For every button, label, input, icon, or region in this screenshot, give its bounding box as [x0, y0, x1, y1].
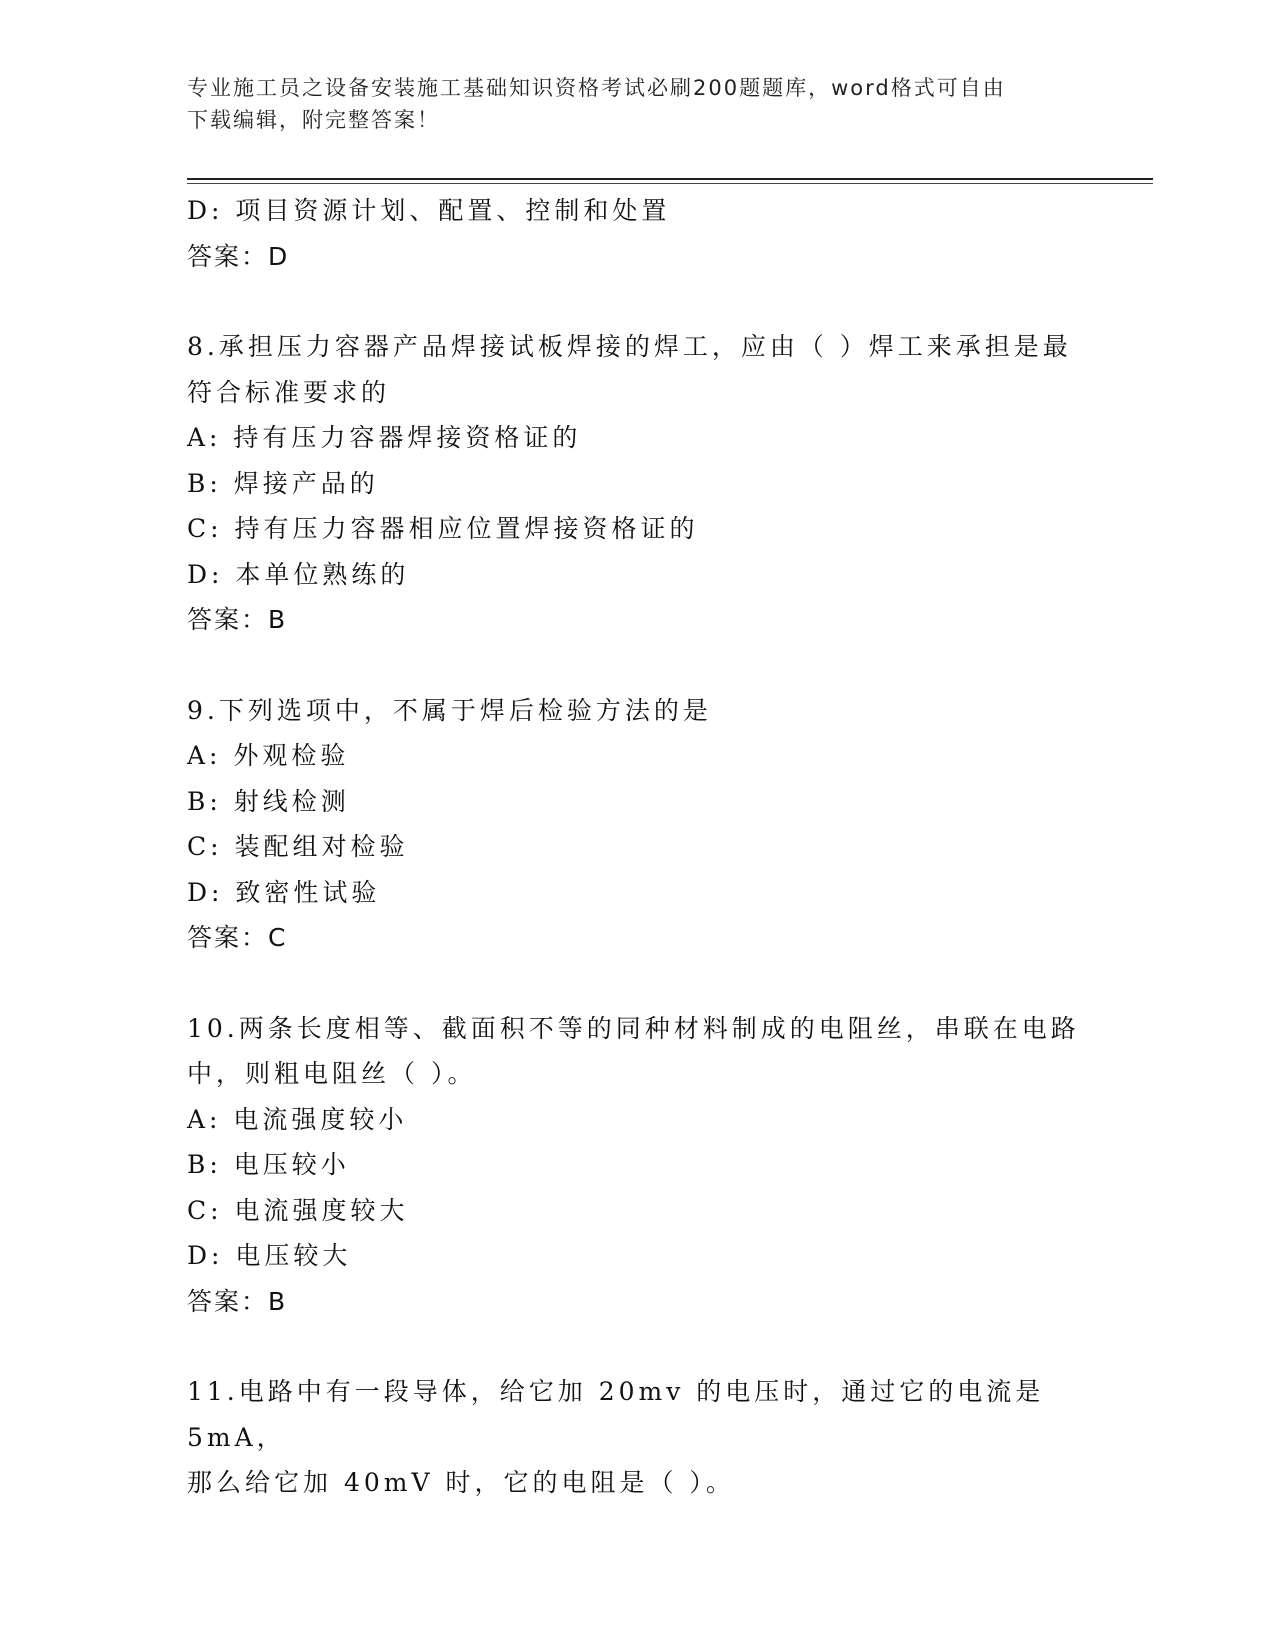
- question-9: [187, 688, 1087, 961]
- header-rule-thin: [187, 183, 1153, 184]
- question-8-answer: 答案：B: [187, 605, 288, 634]
- question-9-option-a: A: 外观检验: [187, 741, 350, 770]
- question-11-stem-line-1: 11.电路中有一段导体，给它加 20mv 的电压时，通过它的电流是 5mA，: [187, 1377, 1045, 1452]
- question-9-option-c: C: 装配组对检验: [187, 832, 409, 861]
- question-10-option-c: C: 电流强度较大: [187, 1195, 409, 1225]
- question-9-option-b: B: 射线检测: [187, 786, 350, 816]
- question-8-option-b: B: 焊接产品的: [187, 468, 379, 498]
- question-10-option-a: A: 电流强度较小: [187, 1104, 408, 1134]
- question-8-option-a: A: 持有压力容器焊接资格证的: [187, 423, 582, 452]
- prev-option-d: D: 项目资源计划、配置、控制和处置: [187, 196, 671, 225]
- question-11-stem-line-2: 那么给它加 40mV 时，它的电阻是（ ）。: [187, 1468, 735, 1497]
- header-line-2: 下载编辑，附完整答案！: [187, 108, 440, 132]
- question-content: [187, 188, 1087, 1506]
- header-rule-thick: [187, 178, 1153, 180]
- question-10-option-d: D: 电压较大: [187, 1241, 352, 1270]
- question-8-stem-line-1: 8.承担压力容器产品焊接试板焊接的焊工，应由（ ）焊工来承担是最: [187, 332, 1072, 361]
- question-9-answer: 答案：C: [187, 923, 288, 952]
- question-10-stem-line-2: 中，则粗电阻丝（ ）。: [187, 1059, 477, 1088]
- prev-answer: 答案：D: [187, 241, 290, 271]
- question-8-option-d: D: 本单位熟练的: [187, 559, 410, 589]
- question-8-option-c: C: 持有压力容器相应位置焊接资格证的: [187, 514, 699, 543]
- question-10-answer: 答案：B: [187, 1286, 288, 1316]
- question-9-option-d: D: 致密性试验: [187, 877, 381, 907]
- question-11: [187, 1369, 1087, 1506]
- question-10: [187, 1006, 1087, 1325]
- question-8: [187, 324, 1087, 643]
- document-header: [187, 72, 1067, 136]
- question-10-stem-line-1: 10.两条长度相等、截面积不等的同种材料制成的电阻丝，串联在电路: [187, 1013, 1080, 1043]
- question-10-option-b: B: 电压较小: [187, 1150, 350, 1179]
- header-line-1: 专业施工员之设备安装施工基础知识资格考试必刷200题题库，word格式可自由: [187, 76, 1006, 100]
- question-8-stem-line-2: 符合标准要求的: [187, 377, 391, 407]
- question-9-stem-line-1: 9.下列选项中，不属于焊后检验方法的是: [187, 695, 712, 725]
